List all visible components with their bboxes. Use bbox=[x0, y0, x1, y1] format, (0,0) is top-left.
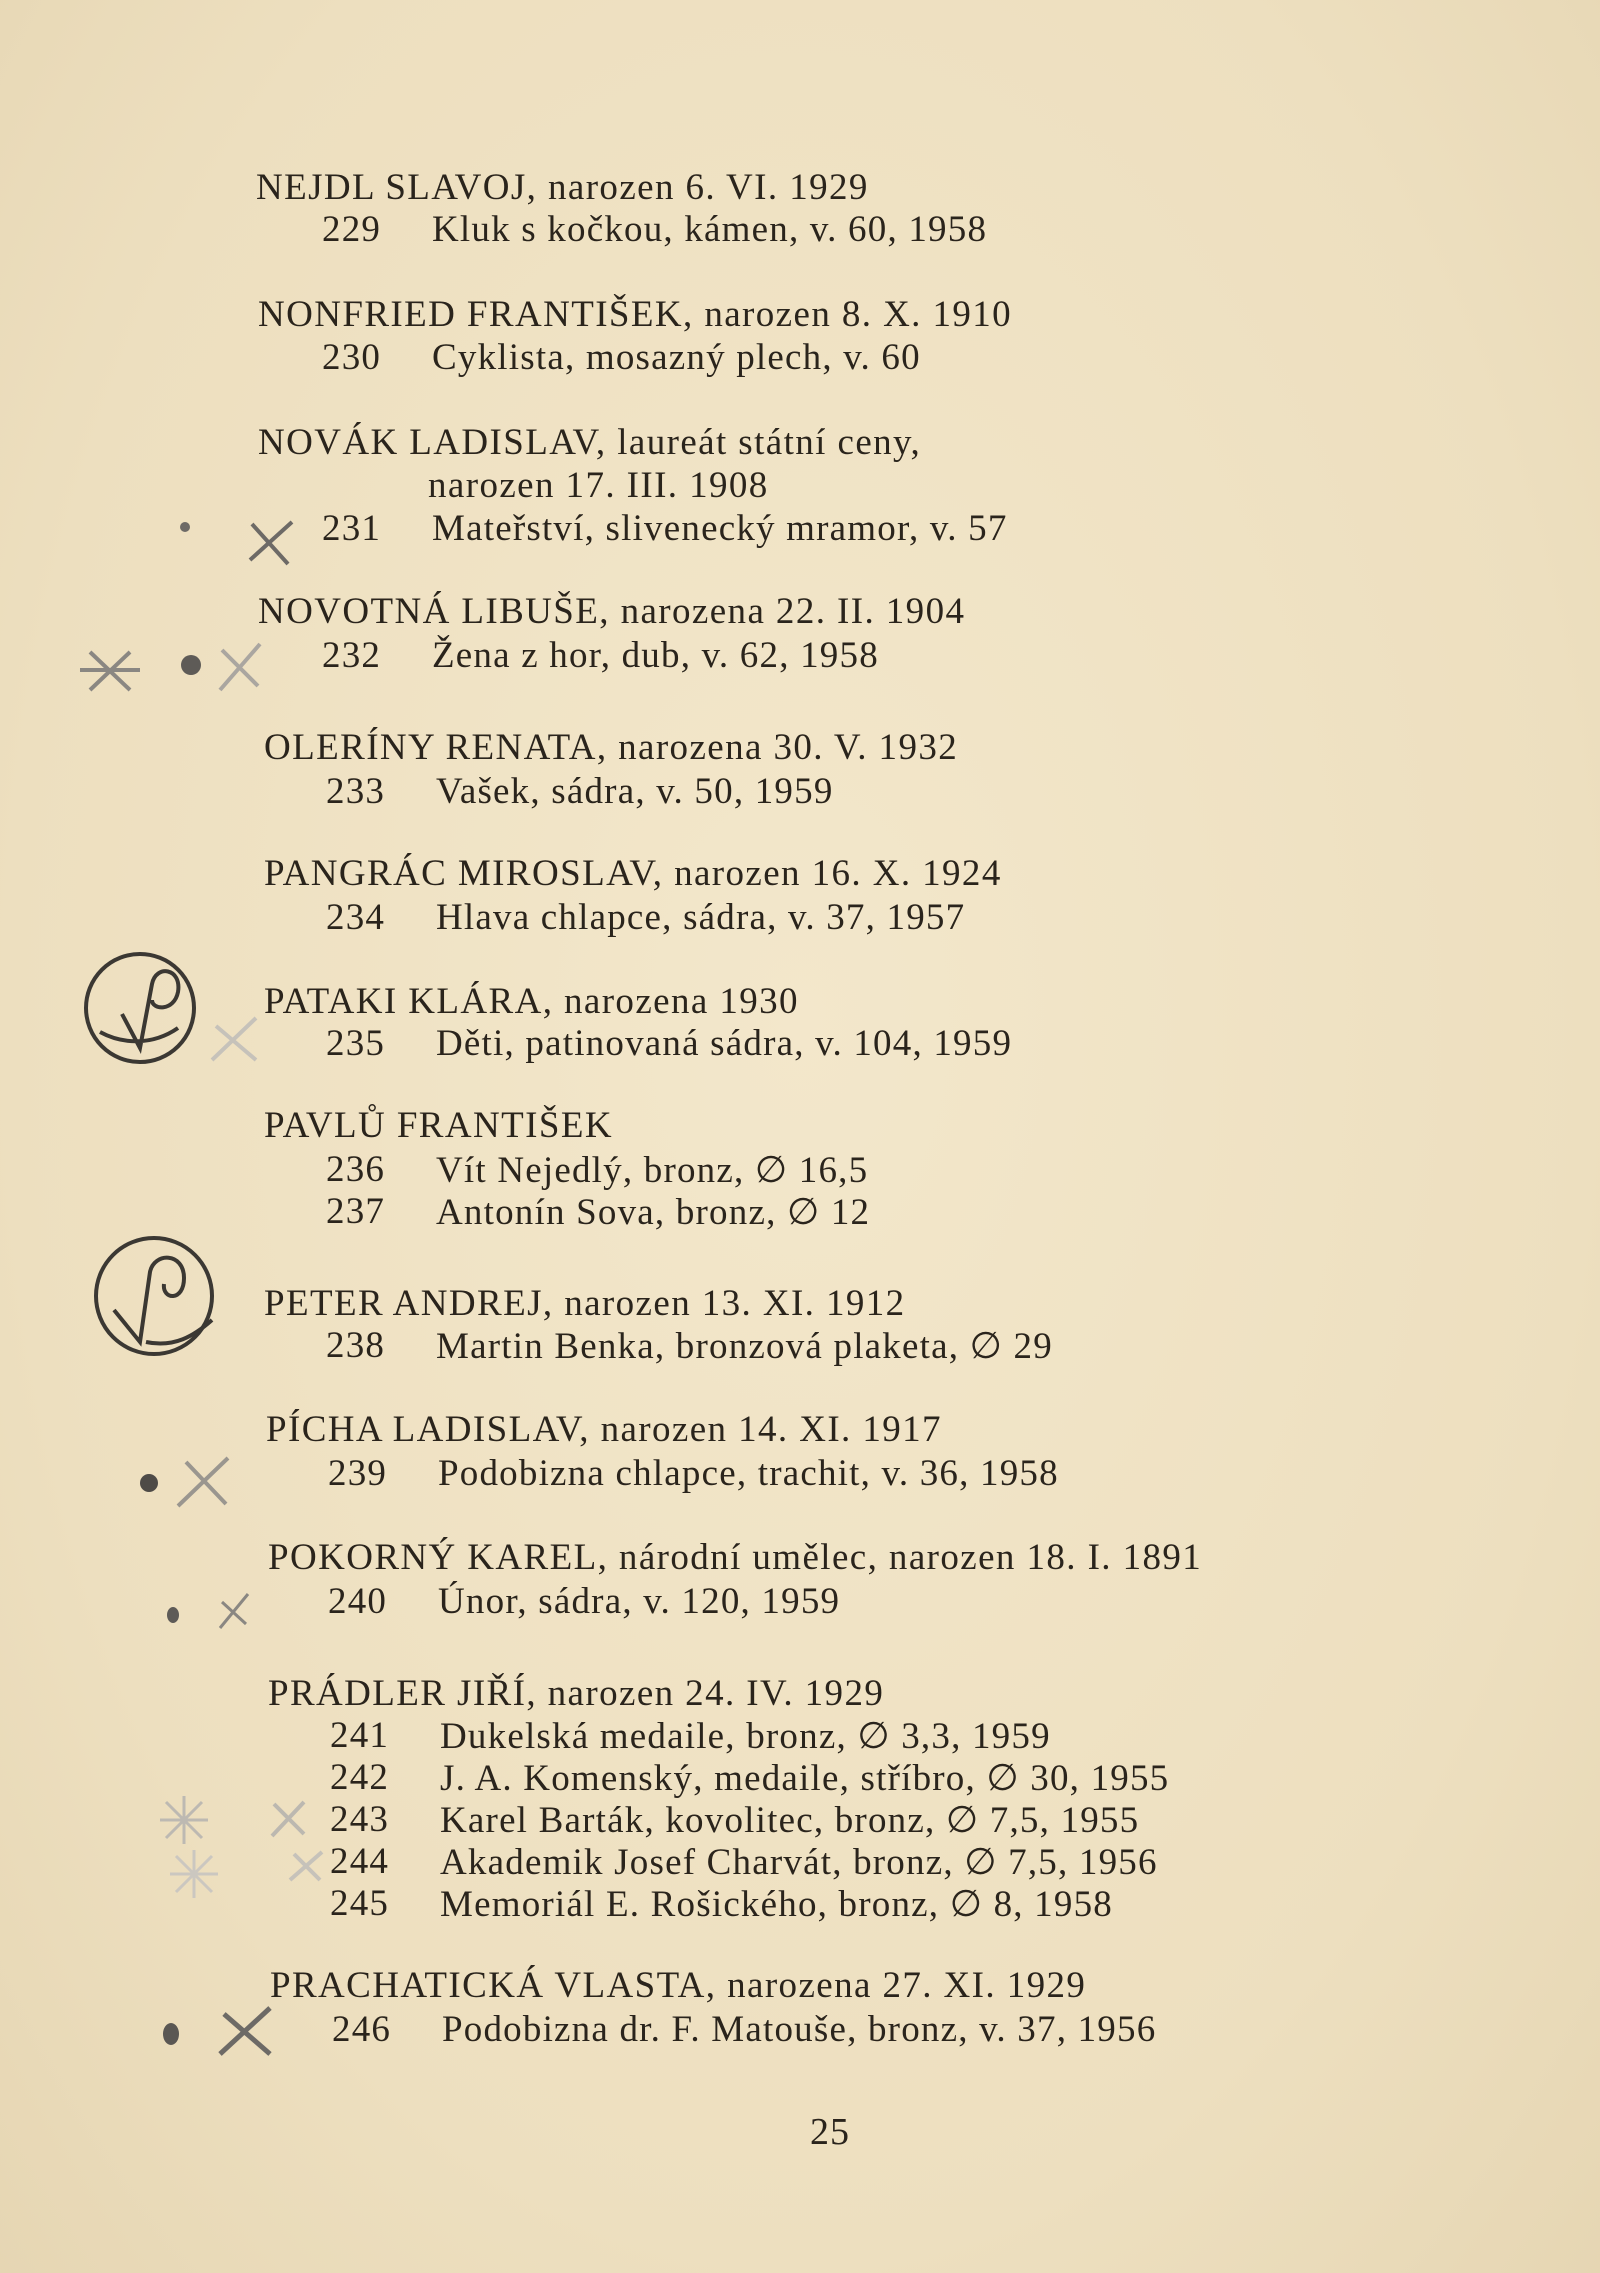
artist-heading: PRACHATICKÁ VLASTA, narozena 27. XI. 1929 bbox=[270, 1965, 1087, 2006]
signature-stamp-mark bbox=[82, 944, 206, 1074]
artist-heading: OLERÍNY RENATA, narozena 30. V. 1932 bbox=[264, 727, 959, 768]
artist-heading: PÍCHA LADISLAV, narozen 14. XI. 1917 bbox=[266, 1409, 942, 1450]
artist-heading: PAVLŮ FRANTIŠEK bbox=[264, 1105, 613, 1146]
pencil-star-mark bbox=[164, 1844, 224, 1904]
work-number: 230 bbox=[322, 337, 382, 378]
work-number: 236 bbox=[326, 1149, 386, 1190]
artist-heading: NONFRIED FRANTIŠEK, narozen 8. X. 1910 bbox=[258, 294, 1013, 335]
work-description: Kluk s kočkou, kámen, v. 60, 1958 bbox=[432, 209, 988, 250]
work-number: 239 bbox=[328, 1453, 388, 1494]
work-number: 245 bbox=[330, 1883, 390, 1924]
pencil-star-mark bbox=[154, 1790, 214, 1850]
work-number: 235 bbox=[326, 1023, 386, 1064]
pencil-dot-mark bbox=[178, 520, 192, 534]
work-number: 231 bbox=[322, 508, 382, 549]
pencil-cross-mark bbox=[212, 636, 268, 696]
work-description: J. A. Komenský, medaile, stříbro, ∅ 30, 1955 bbox=[440, 1758, 1170, 1799]
work-number: 246 bbox=[332, 2009, 392, 2050]
work-description: Podobizna dr. F. Matouše, bronz, v. 37, 1956 bbox=[442, 2009, 1157, 2050]
work-description: Cyklista, mosazný plech, v. 60 bbox=[432, 337, 921, 378]
artist-heading: POKORNÝ KAREL, národní umělec, narozen 18. I. 1891 bbox=[268, 1537, 1203, 1578]
work-number: 244 bbox=[330, 1841, 390, 1882]
work-number: 242 bbox=[330, 1757, 390, 1798]
pencil-cross-mark bbox=[170, 1452, 250, 1512]
work-number: 243 bbox=[330, 1799, 390, 1840]
work-description: Karel Barták, kovolitec, bronz, ∅ 7,5, 1955 bbox=[440, 1800, 1140, 1841]
pencil-cross-mark bbox=[286, 1846, 326, 1886]
artist-heading-continuation: narozen 17. III. 1908 bbox=[428, 465, 769, 506]
work-number: 240 bbox=[328, 1581, 388, 1622]
work-description: Žena z hor, dub, v. 62, 1958 bbox=[432, 635, 879, 676]
work-description: Hlava chlapce, sádra, v. 37, 1957 bbox=[436, 897, 966, 938]
work-description: Podobizna chlapce, trachit, v. 36, 1958 bbox=[438, 1453, 1059, 1494]
pencil-dot-mark bbox=[178, 652, 204, 678]
artist-heading: PANGRÁC MIROSLAV, narozen 16. X. 1924 bbox=[264, 853, 1002, 894]
artist-heading: PETER ANDREJ, narozen 13. XI. 1912 bbox=[264, 1283, 906, 1324]
work-number: 229 bbox=[322, 209, 382, 250]
pencil-cross-mark bbox=[244, 512, 300, 568]
work-number: 241 bbox=[330, 1715, 390, 1756]
work-description: Akademik Josef Charvát, bronz, ∅ 7,5, 1956 bbox=[440, 1842, 1158, 1883]
pencil-cross-mark bbox=[266, 1796, 310, 1840]
work-description: Mateřství, slivenecký mramor, v. 57 bbox=[432, 508, 1008, 549]
work-description: Martin Benka, bronzová plaketa, ∅ 29 bbox=[436, 1326, 1053, 1367]
work-number: 234 bbox=[326, 897, 386, 938]
work-description: Antonín Sova, bronz, ∅ 12 bbox=[436, 1192, 871, 1233]
work-description: Děti, patinovaná sádra, v. 104, 1959 bbox=[436, 1023, 1013, 1064]
artist-heading: NEJDL SLAVOJ, narozen 6. VI. 1929 bbox=[256, 167, 869, 208]
pencil-cross-mark bbox=[214, 2000, 278, 2060]
work-description: Únor, sádra, v. 120, 1959 bbox=[438, 1581, 841, 1622]
work-number: 238 bbox=[326, 1325, 386, 1366]
work-description: Memoriál E. Rošického, bronz, ∅ 8, 1958 bbox=[440, 1884, 1113, 1925]
work-description: Dukelská medaile, bronz, ∅ 3,3, 1959 bbox=[440, 1716, 1051, 1757]
artist-heading: PRÁDLER JIŘÍ, narozen 24. IV. 1929 bbox=[268, 1673, 885, 1714]
work-description: Vít Nejedlý, bronz, ∅ 16,5 bbox=[436, 1150, 869, 1191]
work-number: 233 bbox=[326, 771, 386, 812]
artist-heading: NOVÁK LADISLAV, laureát státní ceny, bbox=[258, 422, 922, 463]
pencil-star-mark bbox=[70, 640, 150, 700]
work-description: Vašek, sádra, v. 50, 1959 bbox=[436, 771, 834, 812]
pencil-cross-mark bbox=[214, 1588, 254, 1632]
pencil-dot-mark bbox=[164, 1604, 182, 1626]
page-number: 25 bbox=[810, 2111, 850, 2153]
pencil-dot-mark bbox=[160, 2020, 182, 2048]
artist-heading: NOVOTNÁ LIBUŠE, narozena 22. II. 1904 bbox=[258, 591, 966, 632]
pencil-dot-mark bbox=[136, 1470, 162, 1496]
work-number: 232 bbox=[322, 635, 382, 676]
artist-heading: PATAKI KLÁRA, narozena 1930 bbox=[264, 981, 799, 1022]
work-number: 237 bbox=[326, 1191, 386, 1232]
pencil-cross-mark bbox=[206, 1010, 266, 1066]
signature-stamp-mark bbox=[84, 1232, 224, 1368]
